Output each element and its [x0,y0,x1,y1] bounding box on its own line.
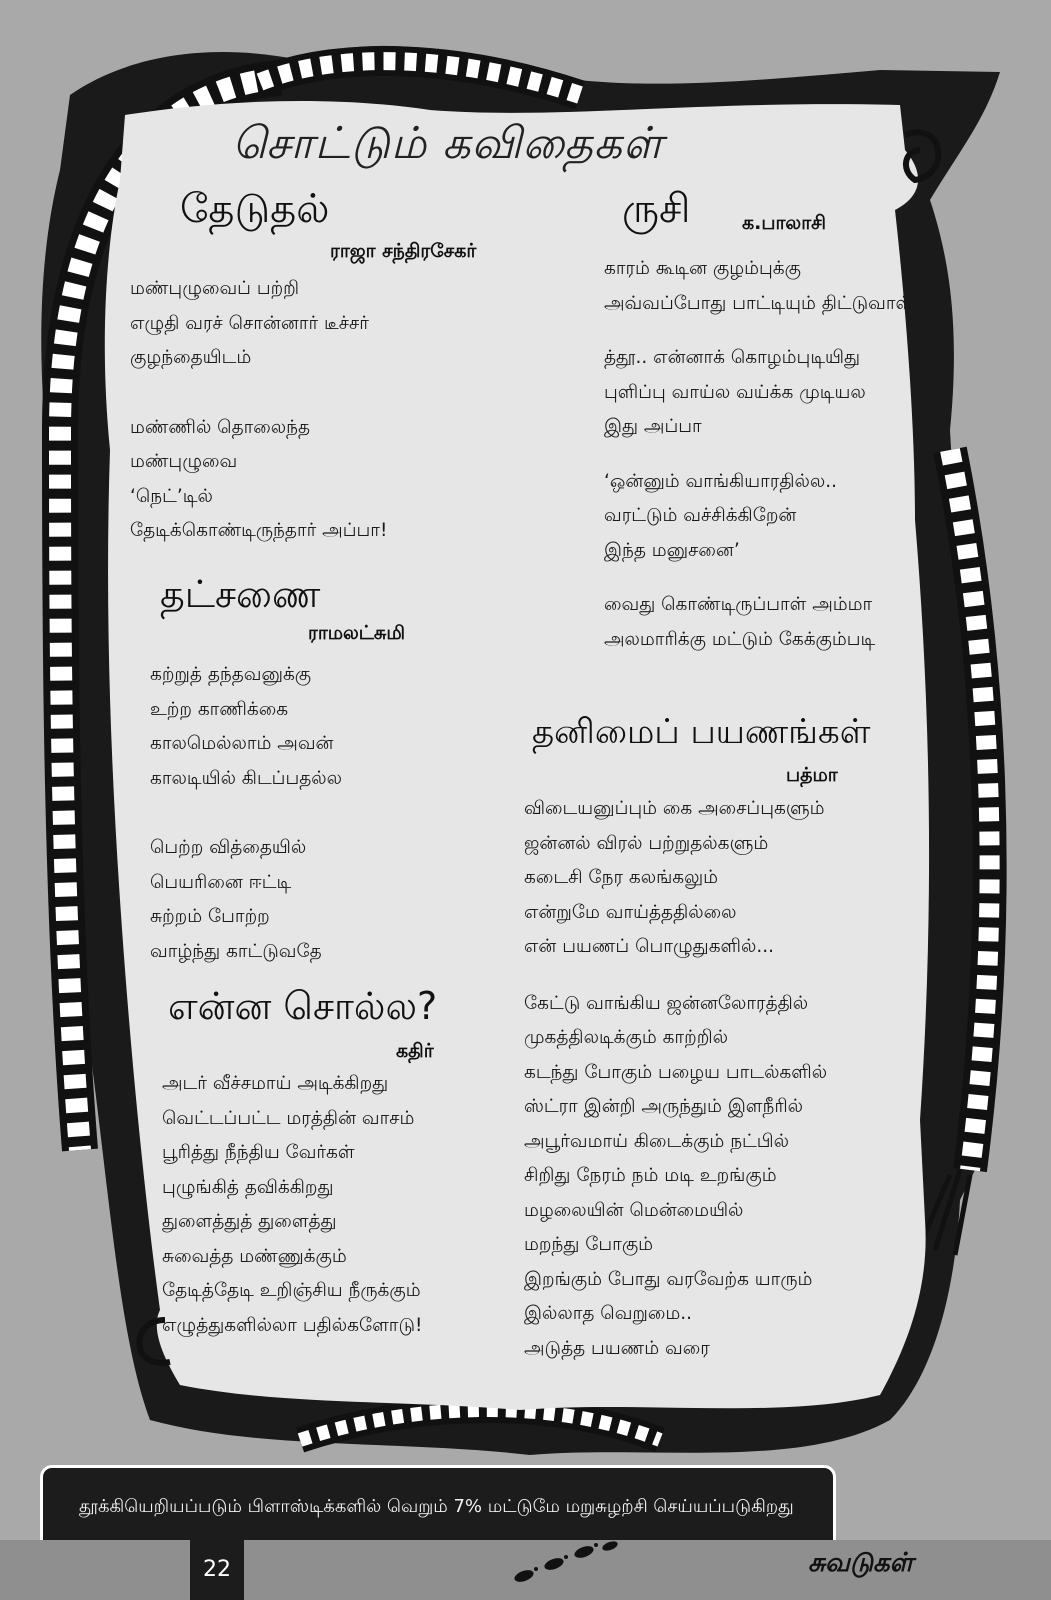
stanza [150,658,342,796]
stanza [604,465,912,569]
poem-line: கடைசி நேர கலங்கலும் [524,867,719,888]
header-title: சொட்டும் கவிதைகள் [232,118,664,169]
poem-line: சிறிது நேரம் நம் மடி உறங்கும் [524,1165,777,1186]
fact-banner: தூக்கியெறியப்படும் பிளாஸ்டிக்களில் வெறும் 7% மட்டுமே மறுசுழற்சி செய்யப்படுகிறது [40,1465,836,1540]
poem-line: கேட்டு வாங்கிய ஜன்னலோரத்தில் [524,992,809,1014]
poem-author-5: பத்மா [786,764,838,786]
poem-author-1: ராஜா சந்திரசேகர் [330,240,477,262]
poem-line: விடையனுப்பும் கை அசைப்புகளும் [524,798,825,819]
page-number: 22 [190,1540,244,1600]
poem-line: வரட்டும் வச்சிக்கிறேன் [604,505,797,526]
poem-line: மண்புழுவை [130,451,238,472]
poem-author-2: ராமலட்சுமி [308,622,406,644]
poem-line: ஸ்ட்ரா இன்றி அருந்தும் இளநீரில் [524,1096,804,1117]
footer-brand: சுவடுகள் [808,1548,914,1578]
poem-line: கற்றுத் தந்தவனுக்கு [150,664,312,685]
poem-line: தேடித்தேடி உறிஞ்சிய நீருக்கும் [162,1280,421,1301]
poem-title-3: என்ன சொல்ல? [168,984,438,1028]
poem-line: ‘ஒன்னும் வாங்கியாரதில்ல.. [604,470,838,492]
stanza [604,252,912,321]
poem-line: மறந்து போகும் [524,1234,654,1255]
poem-line: அலமாரிக்கு மட்டும் கேக்கும்படி [604,628,876,650]
poem-body-1 [130,272,387,549]
poem-line: இல்லாத வெறுமை.. [524,1303,693,1324]
poem-line: சுவைத்த மண்ணுக்கும் [162,1245,347,1267]
stanza [604,588,912,657]
poem-body-2 [150,658,342,969]
poem-line: கடந்து போகும் பழைய பாடல்களில் [524,1061,828,1083]
poem-line: பூரித்து நீந்திய வேர்கள் [162,1142,355,1163]
poem-line: வைது கொண்டிருப்பாள் அம்மா [604,594,873,615]
stanza [524,792,827,965]
stanza [150,831,342,969]
stanza [162,1067,422,1343]
poem-line: புளிப்பு வாய்ல வய்க்க முடியல [604,381,866,403]
poem-line: துளைத்துத் துளைத்து [162,1211,337,1232]
poem-line: ஜன்னல் விரல் பற்றுதல்களும் [524,832,769,854]
poem-line: அடுத்த பயணம் வரை [524,1337,710,1359]
poem-title-2: தட்சணை [160,572,321,616]
poem-author-3: கதிர் [396,1040,434,1062]
stanza [524,987,827,1367]
poem-line: காரம் கூடின குழம்புக்கு [604,258,801,279]
poem-line: புழுங்கித் தவிக்கிறது [162,1176,334,1198]
poem-title-4: ருசி [622,186,691,232]
poem-author-4: க.பாலாசி [742,212,827,234]
poem-line: மழலையின் மென்மையில் [524,1199,744,1221]
poem-line: பெயரினை ஈட்டி [150,871,292,893]
poem-line: இது அப்பா [604,416,702,437]
poem-line: எழுதி வரச் சொன்னார் டீச்சர் [130,312,369,334]
stanza [130,411,387,549]
poem-line: காலடியில் கிடப்பதல்ல [150,767,342,789]
poem-line: அவ்வப்போது பாட்டியும் திட்டுவாள் [604,292,913,314]
poem-line: குழந்தையிடம் [130,347,252,368]
stanza [130,272,387,376]
poem-title-5: தனிமைப் பயணங்கள் [532,712,871,752]
poem-line: மண்ணில் தொலைந்த [130,416,311,438]
stanza [604,341,912,445]
poem-line: முகத்திலடிக்கும் காற்றில் [524,1027,728,1048]
poem-line: காலமெல்லாம் அவன் [150,733,334,754]
poem-body-3 [162,1067,422,1343]
poem-body-4 [604,252,912,657]
poem-line: இறங்கும் போது வரவேற்க யாரும் [524,1268,813,1290]
poem-line: என்றுமே வாய்த்ததில்லை [524,901,737,923]
poem-line: இந்த மனுசனை’ [604,539,740,561]
poem-line: சுற்றம் போற்ற [150,906,270,927]
poem-line: ‘நெட்’டில் [130,485,213,507]
poem-title-1: தேடுதல் [180,186,330,232]
poem-line: தேடிக்கொண்டிருந்தார் அப்பா! [130,520,388,541]
poem-line: வெட்டப்பட்ட மரத்தின் வாசம் [162,1107,415,1129]
footprints-icon [510,1536,630,1592]
poem-line: வாழ்ந்து காட்டுவதே [150,940,322,962]
poem-line: பெற்ற வித்தையில் [150,837,307,858]
poem-line: என் பயணப் பொழுதுகளில்... [524,936,774,957]
poem-line: அபூர்வமாய் கிடைக்கும் நட்பில் [524,1130,790,1152]
poem-line: அடர் வீச்சமாய் அடிக்கிறது [162,1073,389,1094]
poem-line: த்தூ.. என்னாக் கொழம்புடியிது [604,347,861,368]
poem-body-5 [524,792,827,1366]
poem-line: மண்புழுவைப் பற்றி [130,278,300,299]
poem-line: எழுத்துகளில்லா பதில்களோடு! [162,1314,423,1336]
poem-line: உற்ற காணிக்கை [150,698,289,720]
